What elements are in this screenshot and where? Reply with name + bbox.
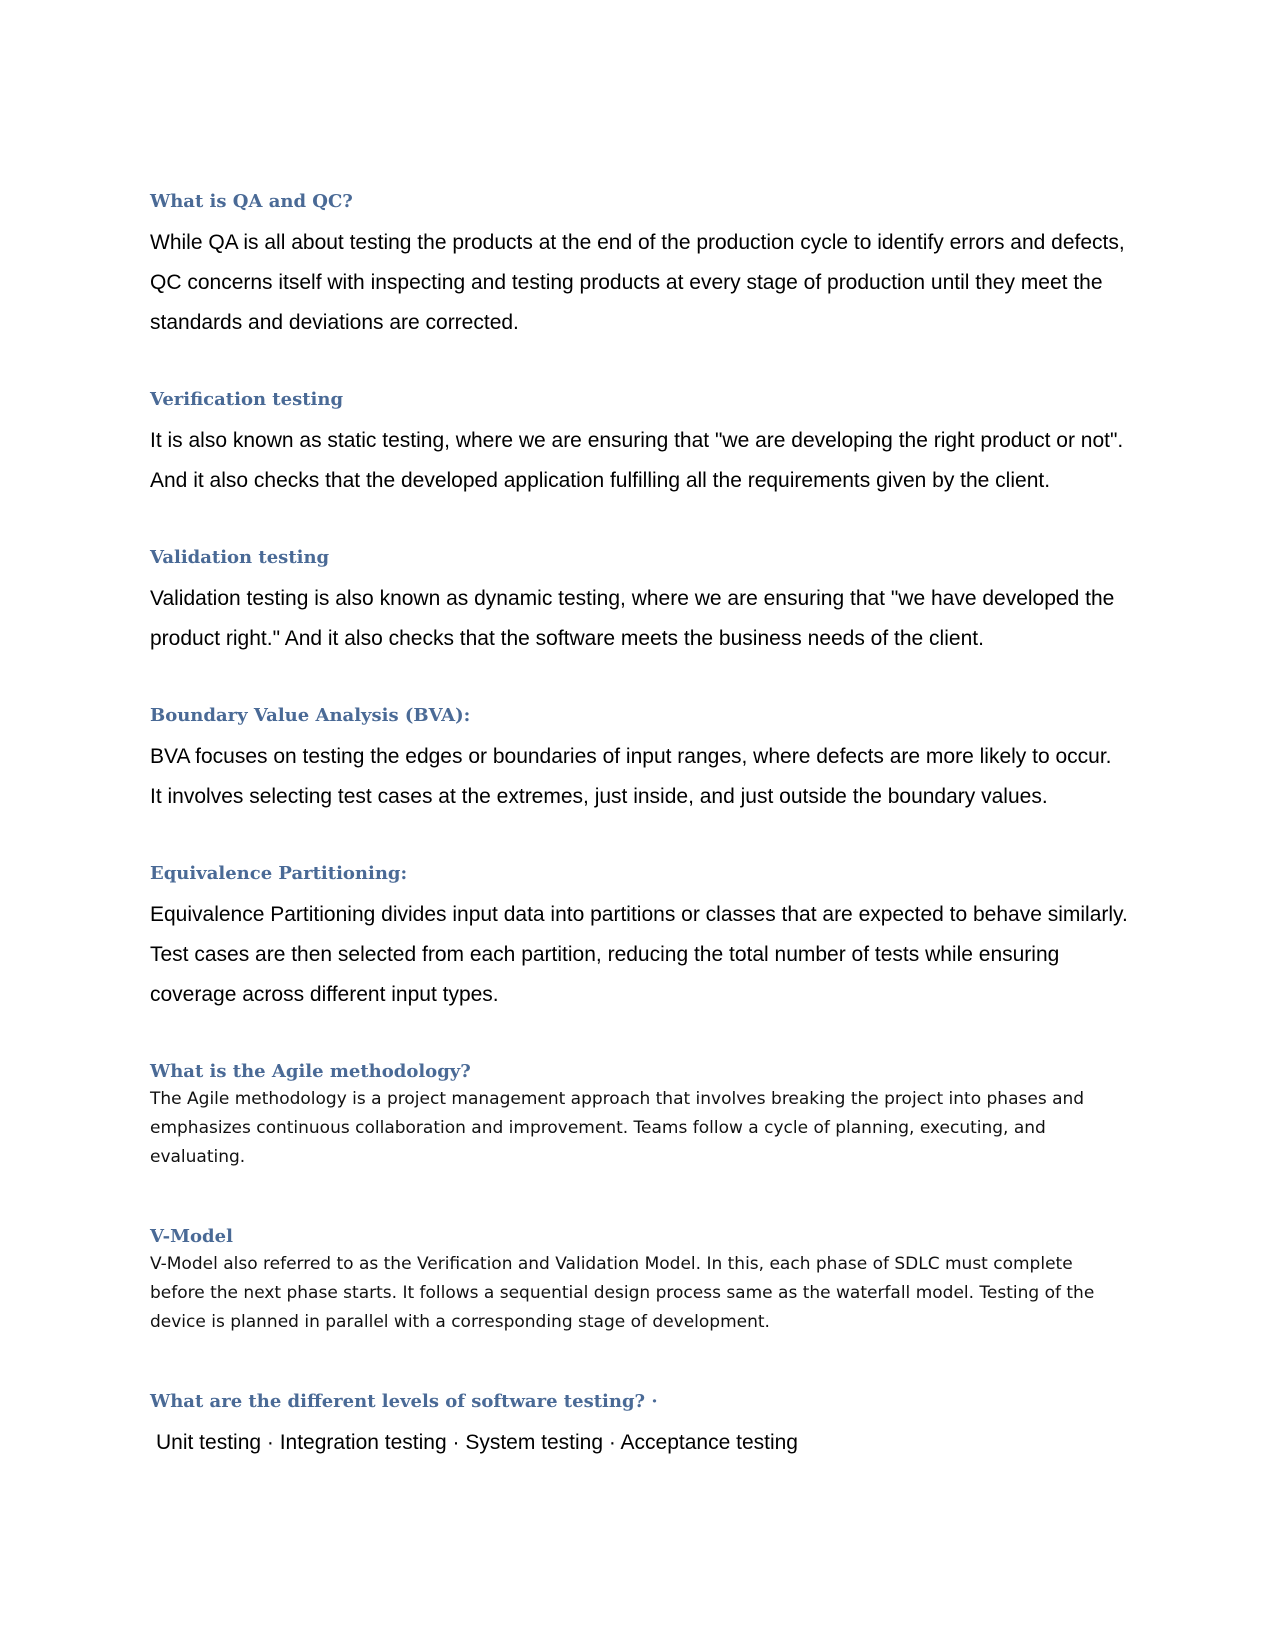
heading-v-model: V-Model (150, 1226, 233, 1247)
paragraph-line: BVA focuses on testing the edges or boundaries of input ranges, where defects are more likely to occur. (150, 745, 1112, 768)
heading-verification: Verification testing (150, 389, 344, 410)
section-qa-qc (150, 190, 1140, 343)
paragraph-line: Equivalence Partitioning divides input data into partitions or classes that are expected to behave similarly. (150, 903, 1128, 926)
paragraph-line: QC concerns itself with inspecting and testing products at every stage of production until they meet the (150, 271, 1103, 294)
paragraph-line: standards and deviations are corrected. (150, 311, 519, 334)
paragraph-v-model (150, 1250, 1140, 1337)
paragraph-line: coverage across different input types. (150, 983, 499, 1006)
section-v-model (150, 1225, 1140, 1337)
paragraph-line: The Agile methodology is a project management approach that involves breaking the project into phases and (150, 1089, 1085, 1109)
paragraph-line: It involves selecting test cases at the extremes, just inside, and just outside the boundary values. (150, 785, 1048, 808)
paragraph-line: device is planned in parallel with a corresponding stage of development. (150, 1312, 770, 1332)
paragraph-equivalence (150, 895, 1140, 1015)
paragraph-line: Test cases are then selected from each partition, reducing the total number of tests while ensuring (150, 943, 1060, 966)
paragraph-line: before the next phase starts. It follows a sequential design process same as the waterfall model. Testing of the (150, 1283, 1095, 1303)
section-bva (150, 704, 1140, 817)
paragraph-line: And it also checks that the developed application fulfilling all the requirements given by the client. (150, 469, 1051, 492)
section-equivalence (150, 862, 1140, 1015)
testing-levels-list: Unit testing · Integration testing · System testing · Acceptance testing (156, 1431, 798, 1454)
paragraph-line: emphasizes continuous collaboration and improvement. Teams follow a cycle of planning, executing, and (150, 1118, 1046, 1138)
paragraph-line: V-Model also referred to as the Verification and Validation Model. In this, each phase of SDLC must complete (150, 1254, 1073, 1274)
heading-bva: Boundary Value Analysis (BVA): (150, 705, 471, 726)
section-validation (150, 546, 1140, 659)
paragraph-line: It is also known as static testing, where we are ensuring that "we are developing the right product or not". (150, 429, 1124, 452)
heading-agile: What is the Agile methodology? (150, 1061, 471, 1082)
heading-validation: Validation testing (150, 547, 330, 568)
heading-equivalence: Equivalence Partitioning: (150, 863, 408, 884)
section-verification (150, 388, 1140, 501)
section-testing-levels (150, 1390, 1140, 1463)
paragraph-line: product right." And it also checks that the software meets the business needs of the client. (150, 627, 984, 650)
paragraph-qa-qc (150, 223, 1140, 343)
section-agile (150, 1060, 1140, 1172)
paragraph-bva (150, 737, 1140, 817)
heading-testing-levels: What are the different levels of software testing? · (150, 1391, 658, 1412)
paragraph-line: While QA is all about testing the products at the end of the production cycle to identify errors and defects, (150, 231, 1125, 254)
paragraph-line: Validation testing is also known as dynamic testing, where we are ensuring that "we have developed the (150, 587, 1115, 610)
paragraph-verification (150, 421, 1140, 501)
paragraph-line: evaluating. (150, 1147, 246, 1167)
paragraph-agile (150, 1085, 1140, 1172)
heading-qa-qc: What is QA and QC? (150, 191, 353, 212)
paragraph-validation (150, 579, 1140, 659)
